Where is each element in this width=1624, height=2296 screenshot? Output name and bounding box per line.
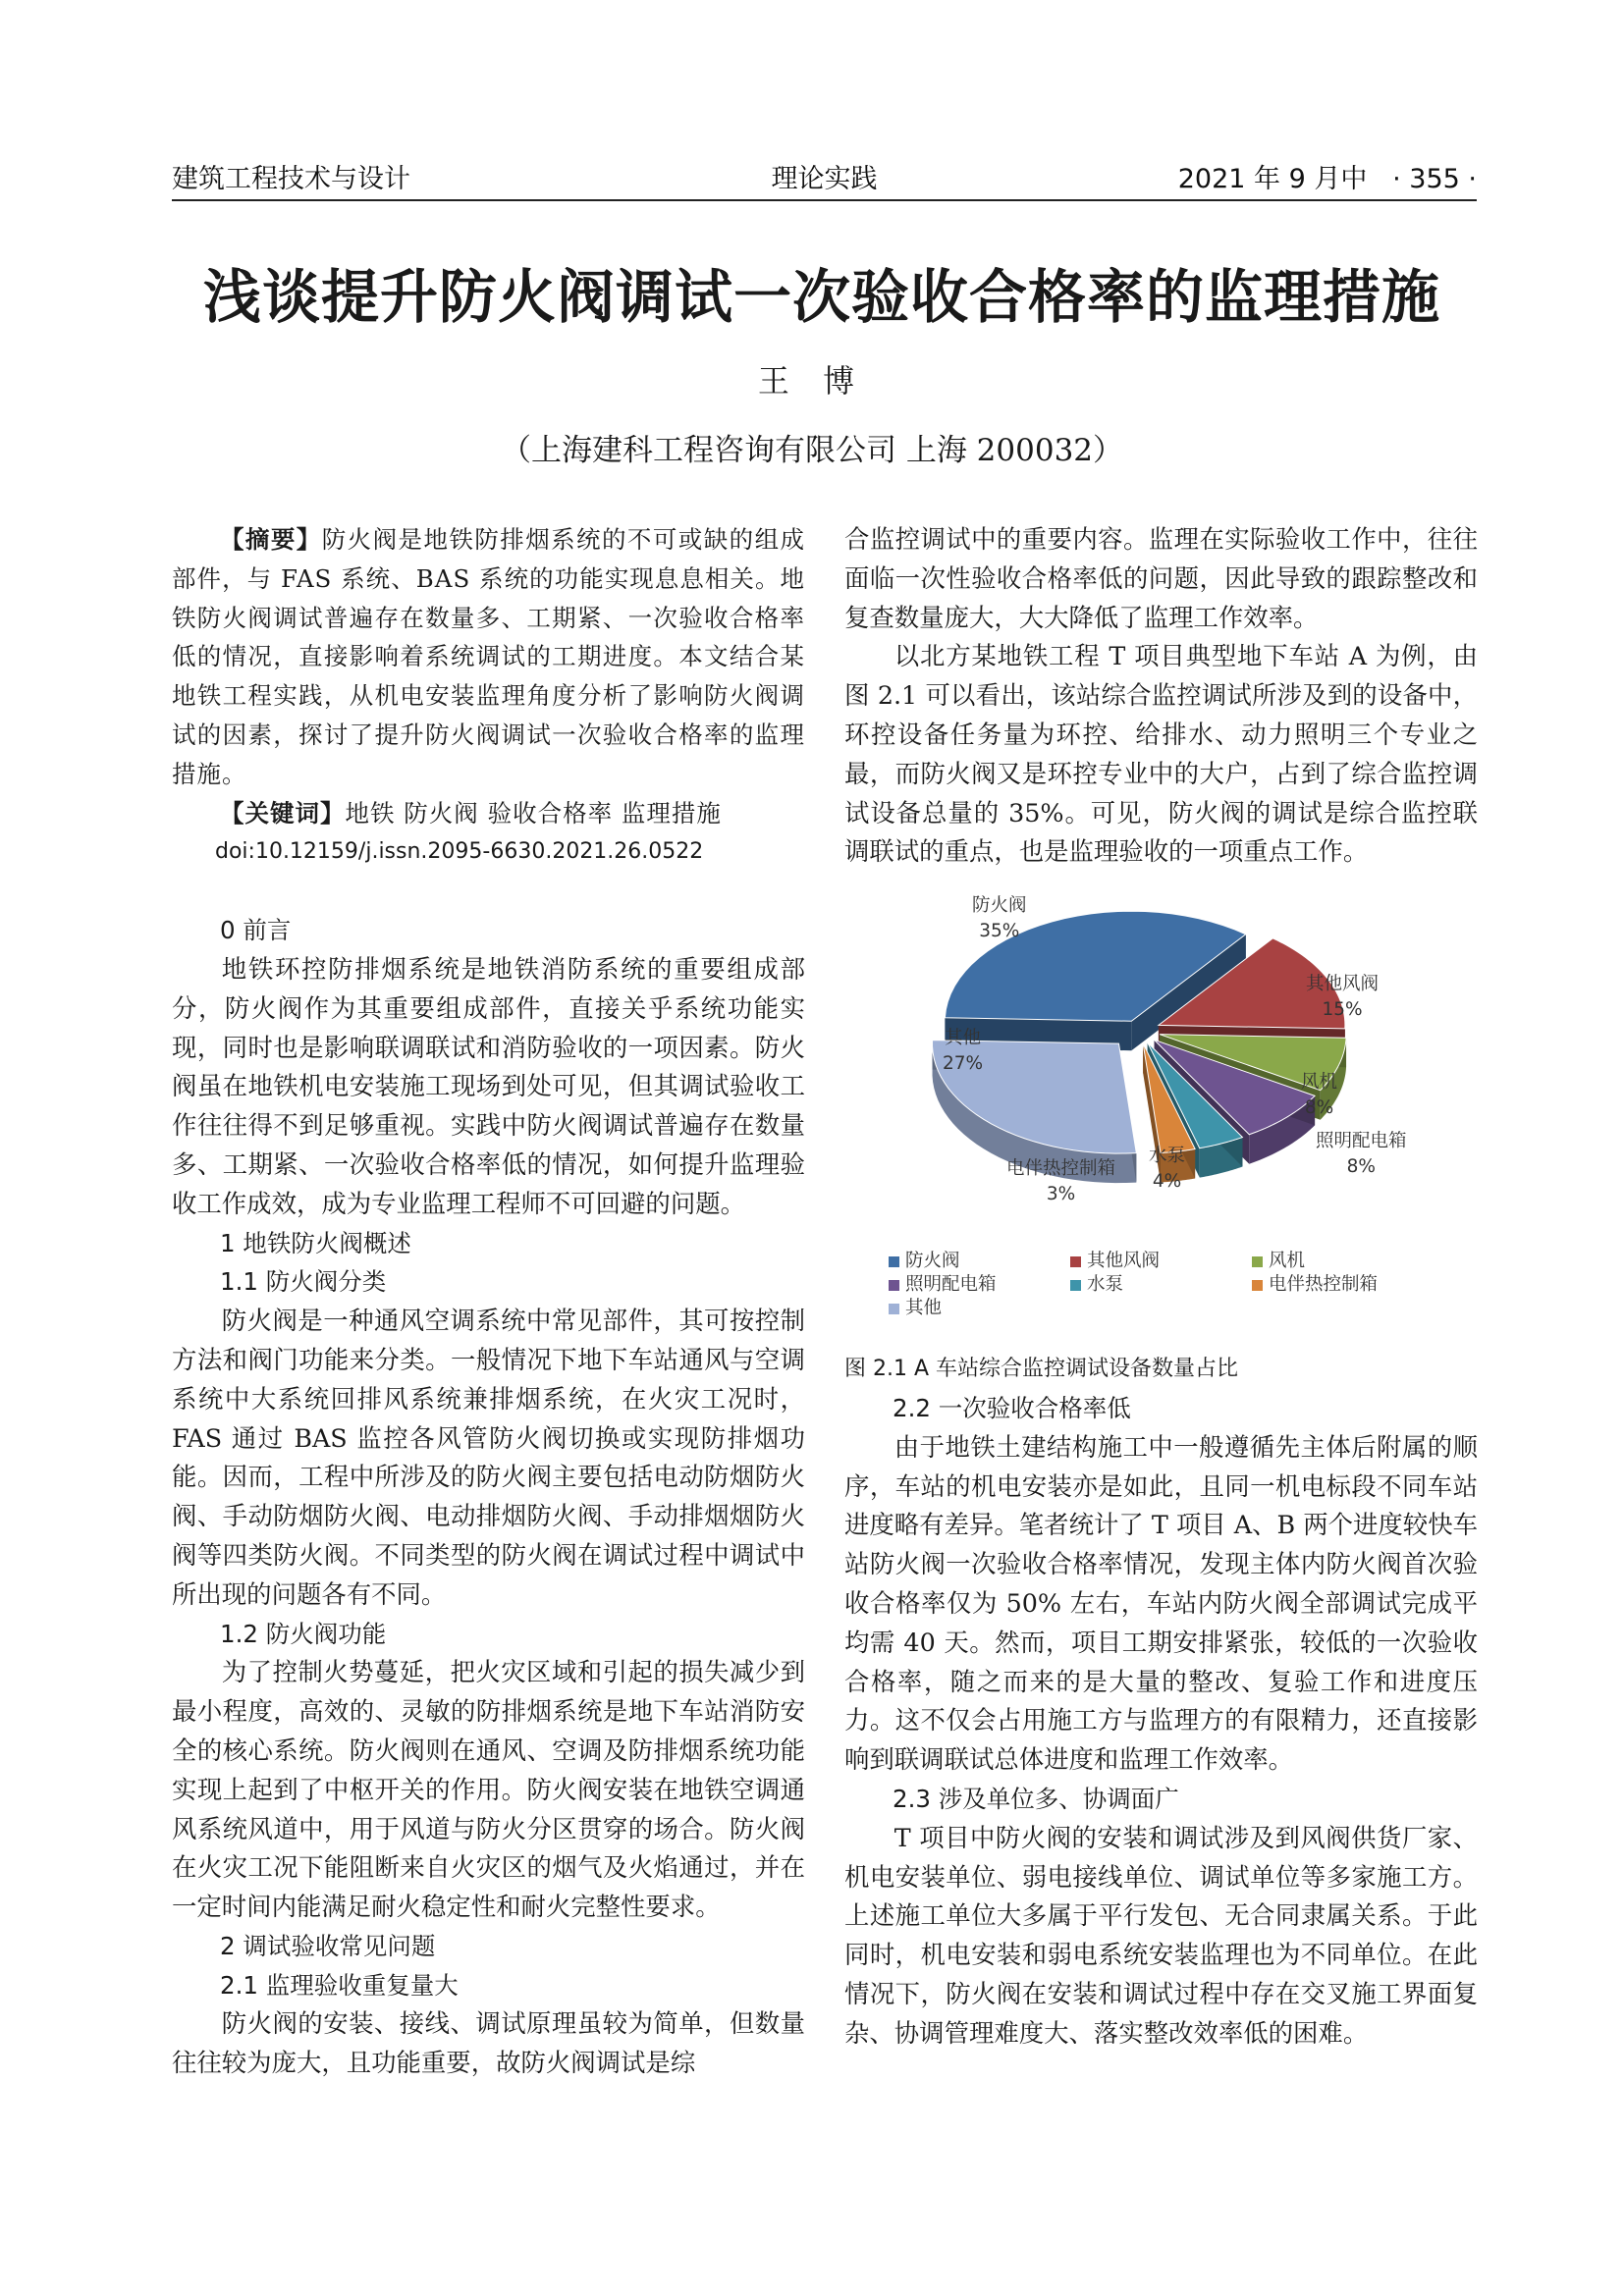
pie-label <box>1149 1144 1185 1195</box>
paragraph: 防火阀的安装、接线、调试原理虽较为简单，但数量往往较为庞大，且功能重要，故防火阀调试是综 <box>172 2008 805 2078</box>
pie-chart-figure <box>844 883 1478 1350</box>
affiliation: （上海建科工程咨询有限公司 上海 200032） <box>500 433 1124 468</box>
legend-item <box>1070 1265 1123 1305</box>
subsection-heading: 1.1 防火阀分类 <box>220 1267 387 1297</box>
subsection-heading: 2.3 涉及单位多、协调面广 <box>893 1784 1179 1813</box>
paragraph: T 项目中防火阀的安装和调试涉及到风阀供货厂家、机电安装单位、弱电接线单位、调试单位等多家施工方。上述施工单位大多属于平行发包、无合同隶属关系。于此同时，机电安装和弱电系统安装监理也为不同单位。在此情况下，防火阀在安装和调试过程中存在交叉施工界面复杂、协调管理难度大、落实整改效率低的困难。 <box>844 1822 1478 2048</box>
paragraph: 地铁环控防排烟系统是地铁消防系统的重要组成部分，防火阀作为其重要组成部件，直接关乎系统功能实现，同时也是影响联调联试和消防验收的一项因素。防火阀虽在地铁机电安装施工现场到处可见，但其调试验收工作往往得不到足够重视。实践中防火阀调试普遍存在数量多、工期紧、一次验收合格率低的情况，如何提升监理验收工作成效，成为专业监理工程师不可回避的问题。 <box>172 953 805 1218</box>
pie-label-category: 其他风阀 <box>1306 974 1380 995</box>
legend-label: 其他风阀 <box>1087 1251 1161 1272</box>
spacer <box>172 872 805 911</box>
paragraph: 为了控制火势蔓延，把火灾区域和引起的损失减少到最小程度，高效的、灵敏的防排烟系统是地下车站消防安全的核心系统。防火阀则在通风、空调及防排烟系统功能实现上起到了中枢开关的作用。防火阀安装在地铁空调通风系统风道中，用于风道与防火分区贯穿的场合。防火阀在火灾工况下能阻断来自火灾区的烟气及火焰通过，并在一定时间内能满足耐火稳定性和耐火完整性要求。 <box>172 1657 805 1922</box>
author: 王 博 <box>757 362 867 400</box>
pie-label <box>1306 972 1379 1023</box>
keywords-label: 【关键词】 <box>220 798 346 828</box>
abstract-text: 防火阀是地铁防排烟系统的不可或缺的组成部件，与 FAS 系统、BAS 系统的功能实现息息相关。地铁防火阀调试普遍存在数量多、工期紧、一次验收合格率低的情况，直接影响着系统调试的工期进度。本文结合某地铁工程实践，从机电安装监理角度分析了影响防火阀调试的因素，探讨了提升防火阀调试一次验收合格率的监理措施。 <box>172 525 806 788</box>
pie-label-value: 3% <box>1046 1184 1076 1205</box>
pie-label-value: 4% <box>1152 1171 1182 1193</box>
keywords <box>172 794 805 833</box>
pie-label-category: 照明配电箱 <box>1316 1131 1407 1152</box>
pie-label <box>972 893 1027 944</box>
pie-label-category: 水泵 <box>1149 1146 1186 1167</box>
running-header <box>172 157 1477 196</box>
pie-label <box>1316 1129 1407 1180</box>
page-number: · 355 · <box>1392 164 1477 194</box>
legend-item <box>889 1289 942 1328</box>
right-column <box>844 520 1478 2054</box>
abstract-label: 【摘要】 <box>220 525 322 554</box>
article-title: 浅谈提升防火阀调试一次验收合格率的监理措施 <box>202 263 1440 331</box>
legend-label: 风机 <box>1269 1251 1306 1272</box>
issue-and-page <box>1178 157 1477 195</box>
legend-label: 水泵 <box>1087 1274 1124 1296</box>
section-name: 理论实践 <box>771 164 878 194</box>
right-body-top <box>844 520 1478 872</box>
journal-name: 建筑工程技术与设计 <box>172 164 410 194</box>
left-column <box>172 520 805 2083</box>
paragraph: 防火阀是一种通风空调系统中常见部件，其可按控制方法和阀门功能来分类。一般情况下地下车站通风与空调系统中大系统回排风系统兼排烟系统，在火灾工况时，FAS 通过 BAS 监控各风管防火阀切换或实现防排烟功能。因而，工程中所涉及的防火阀主要包括电动防烟防火阀、手动防烟防火阀、电动排烟防火阀、手动排烟烟防火阀等四类防火阀。不同类型的防火阀在调试过程中调试中所出现的问题各有不同。 <box>172 1306 805 1609</box>
figure-caption: 图 2.1 A 车站综合监控调试设备数量占比 <box>844 1357 1239 1382</box>
right-body-bottom <box>844 1389 1478 2054</box>
pie-label <box>943 1026 983 1077</box>
header-rule <box>172 199 1477 201</box>
legend-label: 防火阀 <box>905 1251 960 1272</box>
paragraph: 合监控调试中的重要内容。监理在实际验收工作中，往往面临一次性验收合格率低的问题，因此导致的跟踪整改和复查数量庞大，大大降低了监理工作效率。 <box>844 524 1478 632</box>
pie-label-category: 防火阀 <box>972 895 1027 917</box>
issue-date: 2021 年 9 月中 <box>1177 164 1368 194</box>
section-heading: 2 调试验收常见问题 <box>220 1931 436 1960</box>
pie-label-value: 8% <box>1346 1156 1376 1178</box>
pie-label-value: 27% <box>943 1053 984 1075</box>
legend-swatch <box>1070 1280 1081 1291</box>
pie-label <box>1006 1156 1115 1207</box>
legend-swatch <box>1252 1280 1263 1291</box>
left-body <box>172 911 805 2083</box>
pie-label-value: 35% <box>979 921 1020 942</box>
subsection-heading: 1.2 防火阀功能 <box>220 1619 387 1648</box>
abstract <box>172 520 805 794</box>
section-heading: 0 前言 <box>220 916 292 945</box>
legend-label: 照明配电箱 <box>905 1274 997 1296</box>
keywords-text: 地铁 防火阀 验收合格率 监理措施 <box>345 798 722 828</box>
pie-label-value: 15% <box>1322 999 1363 1021</box>
pie-label <box>1301 1070 1337 1121</box>
subsection-heading: 2.1 监理验收重复量大 <box>220 1970 459 2000</box>
pie-label-category: 其他 <box>945 1028 982 1049</box>
paragraph: 由于地铁土建结构施工中一般遵循先主体后附属的顺序，车站的机电安装亦是如此，且同一机电标段不同车站进度略有差异。笔者统计了 T 项目 A、B 两个进度较快车站防火阀一次验收合格率情况，发现主体内防火阀首次验收合格率仅为 50% 左右，车站内防火阀全部调试完成平均需 40 天。然而，项目工期安排紧张，较低的一次验收合格率，随之而来的是大量的整改、复验工作和进度压力。这不仅会占用施工方与监理方的有限精力，还直接影响到联调联试总体进度和监理工作效率。 <box>844 1431 1478 1775</box>
legend-label: 电伴热控制箱 <box>1269 1274 1379 1296</box>
pie-label-category: 风机 <box>1301 1072 1338 1094</box>
pie-label-value: 8% <box>1304 1097 1334 1119</box>
section-heading: 1 地铁防火阀概述 <box>220 1228 411 1257</box>
legend-swatch <box>889 1304 899 1314</box>
paragraph: 以北方某地铁工程 T 项目典型地下车站 A 为例，由图 2.1 可以看出，该站综合监控调试所涉及到的设备中，环控设备任务量为环控、给排水、动力照明三个专业之最，而防火阀又是环控专业中的大户，占到了综合监控调试设备总量的 35%。可见，防火阀的调试是综合监控联调联试的重点，也是监理验收的一项重点工作。 <box>844 641 1478 867</box>
subsection-heading: 2.2 一次验收合格率低 <box>893 1393 1131 1422</box>
legend-item <box>1252 1265 1378 1305</box>
pie-label-category: 电伴热控制箱 <box>1006 1158 1116 1180</box>
legend-label: 其他 <box>905 1298 943 1319</box>
doi: doi:10.12159/j.issn.2095-6630.2021.26.0522 <box>215 839 704 865</box>
